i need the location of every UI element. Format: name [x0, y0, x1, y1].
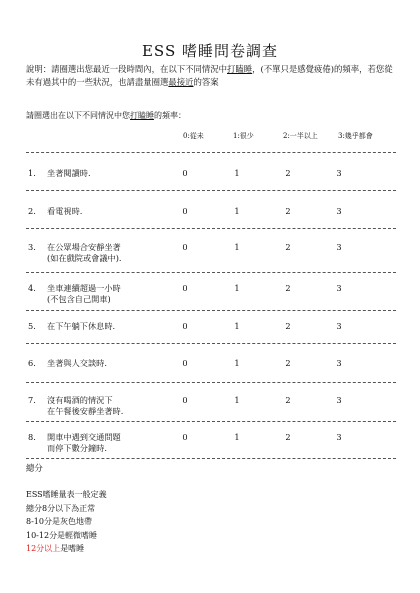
- definition-sleepy-threshold: 12分以上: [26, 544, 61, 553]
- score-option-1[interactable]: 1: [234, 168, 240, 178]
- score-option-3[interactable]: 3: [336, 395, 342, 405]
- intro-part-1: 說明：請圈選出您最近一段時間內，在以下不同情況中: [26, 64, 227, 74]
- score-option-1[interactable]: 1: [234, 283, 240, 293]
- divider: [26, 458, 396, 459]
- intro-highlight-closest: 最接近: [168, 77, 194, 87]
- divider: [26, 228, 396, 229]
- score-option-2[interactable]: 2: [285, 395, 291, 405]
- total-score-label: 總分: [26, 463, 43, 473]
- divider: [26, 421, 396, 422]
- score-option-3[interactable]: 3: [336, 242, 342, 252]
- ess-definition: [26, 488, 107, 556]
- scale-label-2: 2:一半以上: [283, 132, 318, 140]
- intro-part-2: ，(不單只是感覺疲倦)的頻率，若您從未有過其中的一些狀況，也請盡量圈選: [26, 64, 393, 87]
- score-option-0[interactable]: 0: [182, 242, 188, 252]
- question-text: 坐車連續超過一小時 (不包含自己開車): [47, 283, 121, 304]
- score-option-0[interactable]: 0: [182, 321, 188, 331]
- score-option-0[interactable]: 0: [182, 432, 188, 442]
- intro-highlight-doze: 打瞌睡: [227, 64, 253, 74]
- divider: [26, 152, 396, 153]
- definition-sleepy: [26, 542, 107, 556]
- intro-part-3: 的答案: [193, 77, 219, 87]
- score-option-3[interactable]: 3: [336, 168, 342, 178]
- definition-gray: 8-10分是灰色地帶: [26, 517, 92, 526]
- score-option-2[interactable]: 2: [285, 242, 291, 252]
- score-option-0[interactable]: 0: [182, 168, 188, 178]
- divider: [26, 382, 396, 383]
- score-option-2[interactable]: 2: [285, 321, 291, 331]
- score-option-3[interactable]: 3: [336, 283, 342, 293]
- scale-label-1: 1:很少: [233, 132, 254, 140]
- score-option-1[interactable]: 1: [234, 395, 240, 405]
- score-option-3[interactable]: 3: [336, 321, 342, 331]
- score-option-3[interactable]: 3: [336, 358, 342, 368]
- divider: [26, 272, 396, 273]
- question-number: 5.: [28, 321, 36, 331]
- question-text: 在下午躺下休息時.: [47, 321, 116, 331]
- definition-mild: 10-12分是輕微嗜睡: [26, 530, 98, 540]
- score-option-1[interactable]: 1: [234, 432, 240, 442]
- score-option-1[interactable]: 1: [234, 321, 240, 331]
- question-number: 1.: [28, 168, 36, 178]
- definition-sleepy-text: 是嗜睡: [60, 544, 85, 553]
- question-number: 3.: [28, 242, 36, 252]
- question-text: 坐著與人交談時.: [47, 358, 107, 368]
- instruction-highlight: 打瞌睡: [130, 111, 154, 120]
- scale-label-3: 3:幾乎都會: [338, 132, 373, 140]
- definition-normal: 總分8分以下為正常: [26, 503, 96, 513]
- divider: [26, 343, 396, 344]
- scale-label-0: 0:從未: [183, 132, 204, 140]
- score-option-3[interactable]: 3: [336, 206, 342, 216]
- question-text: 沒有喝酒的情況下 在午餐後安靜坐著時.: [47, 395, 124, 416]
- question-text: 開車中遇到交通問題 而停下數分鐘時.: [47, 432, 121, 453]
- score-option-0[interactable]: 0: [182, 283, 188, 293]
- instruction-part-2: 的頻率：: [154, 111, 186, 120]
- score-option-1[interactable]: 1: [234, 242, 240, 252]
- divider: [26, 190, 396, 191]
- score-option-1[interactable]: 1: [234, 206, 240, 216]
- score-option-2[interactable]: 2: [285, 432, 291, 442]
- intro-text: [26, 63, 396, 89]
- score-option-1[interactable]: 1: [234, 358, 240, 368]
- question-number: 2.: [28, 206, 36, 216]
- question-number: 7.: [28, 395, 36, 405]
- score-option-3[interactable]: 3: [336, 432, 342, 442]
- question-number: 8.: [28, 432, 36, 442]
- score-option-0[interactable]: 0: [182, 358, 188, 368]
- definition-heading: ESS嗜睡量表一般定義: [26, 490, 107, 499]
- score-option-2[interactable]: 2: [285, 283, 291, 293]
- question-text: 在公眾場合安靜坐著 (如在戲院或會議中).: [47, 242, 122, 263]
- question-number: 6.: [28, 358, 36, 368]
- question-text: 看電視時.: [47, 206, 83, 216]
- instruction-part-1: 請圈選出在以下不同情況中您: [26, 111, 130, 120]
- score-option-0[interactable]: 0: [182, 206, 188, 216]
- score-option-2[interactable]: 2: [285, 168, 291, 178]
- score-option-0[interactable]: 0: [182, 395, 188, 405]
- question-number: 4.: [28, 283, 36, 293]
- page-title: ESS 嗜睡問卷調查: [141, 42, 278, 60]
- instruction-text: [26, 110, 396, 121]
- divider: [26, 310, 396, 311]
- question-text: 坐著閱讀時.: [47, 168, 91, 178]
- score-option-2[interactable]: 2: [285, 358, 291, 368]
- score-option-2[interactable]: 2: [285, 206, 291, 216]
